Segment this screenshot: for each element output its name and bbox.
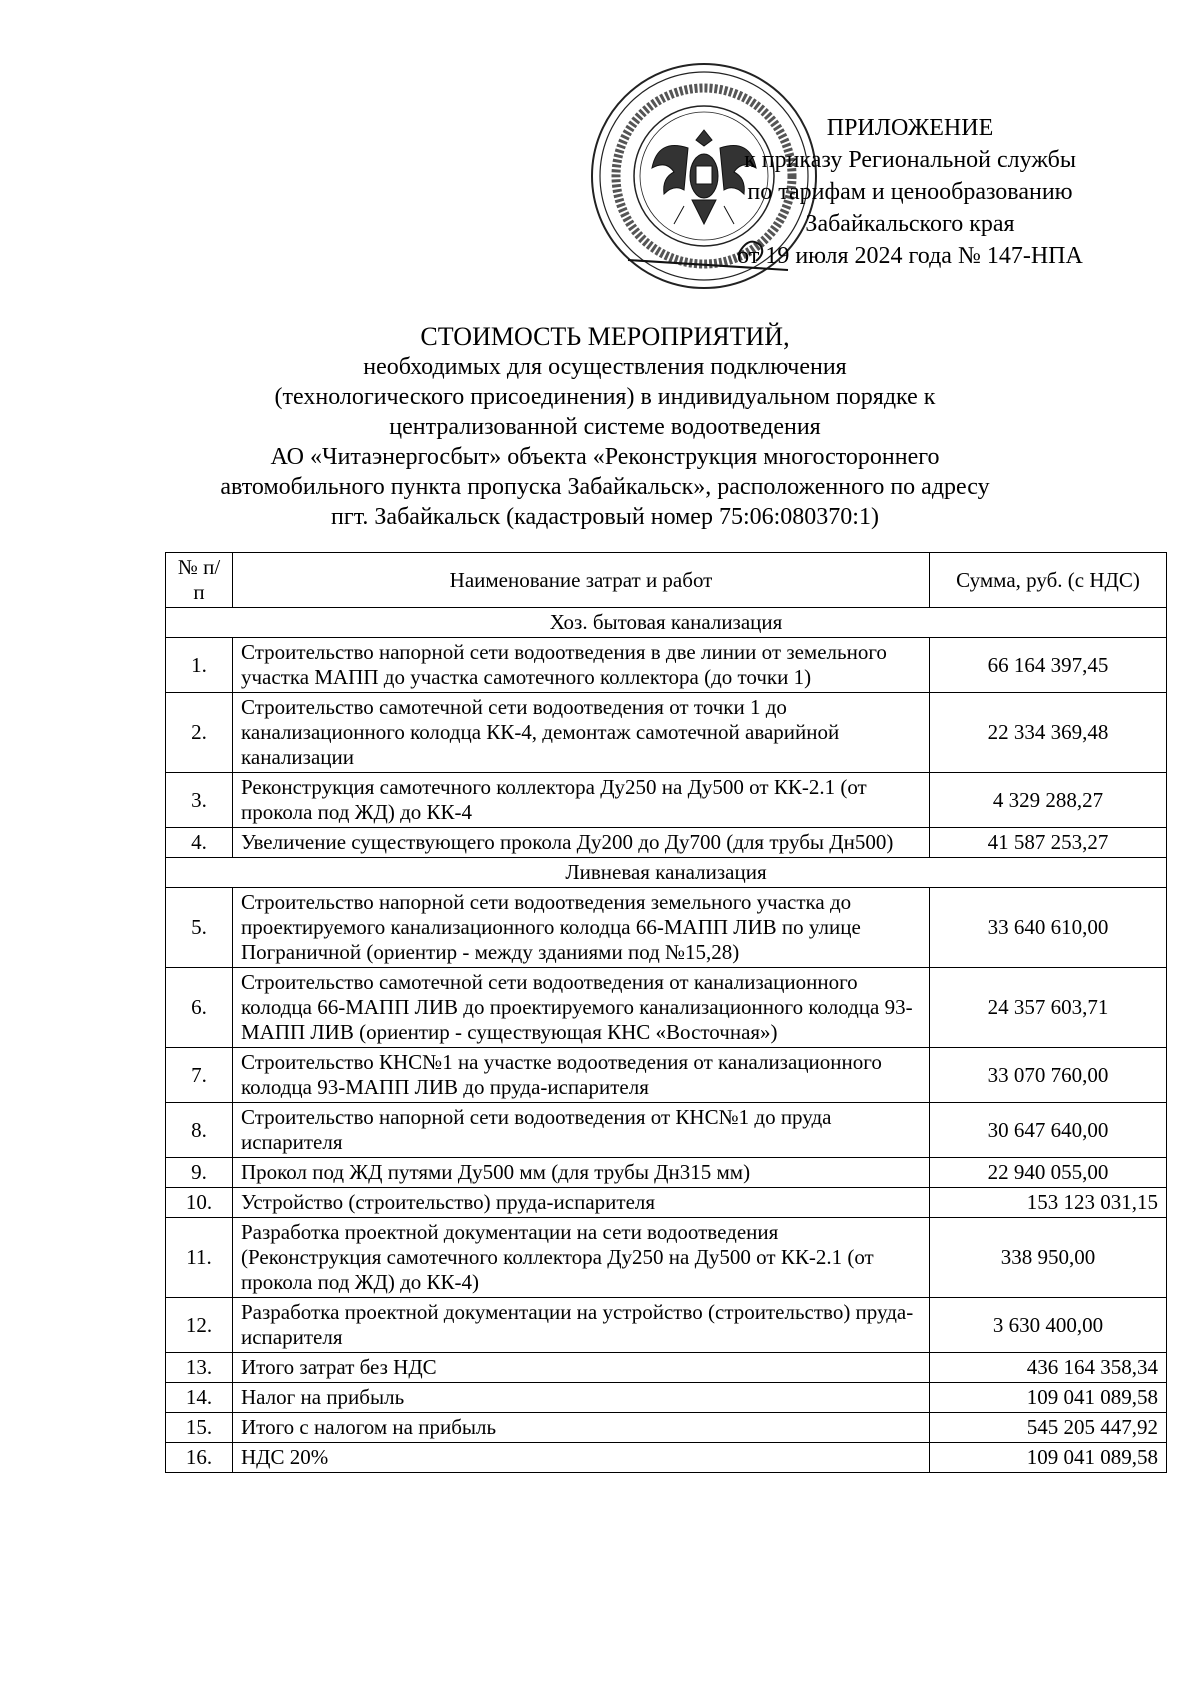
row-sum: 22 940 055,00 — [930, 1158, 1167, 1188]
table-row — [166, 1353, 1167, 1383]
table-row — [166, 693, 1167, 773]
title-line-2: (технологического присоединения) в индивидуальном порядке к — [274, 384, 936, 410]
table-row — [166, 638, 1167, 693]
document-title — [160, 322, 1050, 532]
row-num: 9. — [166, 1158, 233, 1188]
row-name: Разработка проектной документации на устройство (строительство) пруда-испарителя — [233, 1298, 930, 1353]
row-num: 14. — [166, 1383, 233, 1413]
row-name: Устройство (строительство) пруда-испарителя — [233, 1188, 930, 1218]
row-num: 5. — [166, 888, 233, 968]
row-sum: 153 123 031,15 — [930, 1188, 1167, 1218]
header-name: Наименование затрат и работ — [233, 553, 930, 608]
row-sum: 22 334 369,48 — [930, 693, 1167, 773]
row-name: Строительство КНС№1 на участке водоотведения от канализационного колодца 93-МАПП ЛИВ до пруда-испарителя — [233, 1048, 930, 1103]
row-name: Прокол под ЖД путями Ду500 мм (для трубы Дн315 мм) — [233, 1158, 930, 1188]
row-sum: 436 164 358,34 — [930, 1353, 1167, 1383]
row-sum: 66 164 397,45 — [930, 638, 1167, 693]
row-name: Налог на прибыль — [233, 1383, 930, 1413]
row-sum: 338 950,00 — [930, 1218, 1167, 1298]
appendix-line-4: от 19 июля 2024 года № 147-НПА — [737, 243, 1083, 269]
table-row — [166, 888, 1167, 968]
row-name: Строительство самотечной сети водоотведения от канализационного колодца 66-МАПП ЛИВ до проектируемого канализационного колодца 93-МАПП ЛИВ (ориентир - существующая КНС «Восточная») — [233, 968, 930, 1048]
table-header-row — [166, 553, 1167, 608]
row-num: 4. — [166, 828, 233, 858]
row-name: Строительство напорной сети водоотведения в две линии от земельного участка МАПП до участка самотечного коллектора (до точки 1) — [233, 638, 930, 693]
row-name: НДС 20% — [233, 1443, 930, 1473]
row-name: Строительство напорной сети водоотведения земельного участка до проектируемого канализационного колодца 66-МАПП ЛИВ по улице Пограничной (ориентир - между зданиями под №15,28) — [233, 888, 930, 968]
row-num: 6. — [166, 968, 233, 1048]
appendix-line-2: по тарифам и ценообразованию — [747, 179, 1073, 205]
row-num: 3. — [166, 773, 233, 828]
row-num: 13. — [166, 1353, 233, 1383]
row-num: 12. — [166, 1298, 233, 1353]
row-sum: 109 041 089,58 — [930, 1383, 1167, 1413]
header-sum: Сумма, руб. (с НДС) — [930, 553, 1167, 608]
row-num: 8. — [166, 1103, 233, 1158]
appendix-line-1: к приказу Региональной службы — [744, 147, 1076, 173]
row-num: 15. — [166, 1413, 233, 1443]
title-line-1: необходимых для осуществления подключения — [363, 354, 847, 380]
table-row — [166, 1298, 1167, 1353]
table-row — [166, 1383, 1167, 1413]
row-num: 2. — [166, 693, 233, 773]
row-num: 11. — [166, 1218, 233, 1298]
table-row — [166, 1103, 1167, 1158]
section-household: Хоз. бытовая канализация — [166, 608, 1167, 638]
table-row — [166, 1048, 1167, 1103]
costs-table — [165, 552, 1167, 1473]
row-sum: 4 329 288,27 — [930, 773, 1167, 828]
row-sum: 109 041 089,58 — [930, 1443, 1167, 1473]
section-row — [166, 858, 1167, 888]
table-row — [166, 828, 1167, 858]
table-row — [166, 1158, 1167, 1188]
row-name: Итого затрат без НДС — [233, 1353, 930, 1383]
appendix-line-3: Забайкальского края — [805, 211, 1015, 237]
title-line-4: АО «Читаэнергосбыт» объекта «Реконструкция многостороннего — [270, 444, 940, 470]
row-sum: 30 647 640,00 — [930, 1103, 1167, 1158]
row-sum: 24 357 603,71 — [930, 968, 1167, 1048]
appendix-label: ПРИЛОЖЕНИЕ — [826, 115, 994, 141]
row-sum: 3 630 400,00 — [930, 1298, 1167, 1353]
title-line-6: пгт. Забайкальск (кадастровый номер 75:06:080370:1) — [331, 504, 879, 530]
appendix-header — [650, 112, 1170, 272]
section-row — [166, 608, 1167, 638]
row-sum: 545 205 447,92 — [930, 1413, 1167, 1443]
table-row — [166, 1188, 1167, 1218]
row-num: 7. — [166, 1048, 233, 1103]
row-name: Строительство самотечной сети водоотведения от точки 1 до канализационного колодца КК-4, демонтаж самотечной аварийной канализации — [233, 693, 930, 773]
title-main: СТОИМОСТЬ МЕРОПРИЯТИЙ, — [420, 322, 790, 351]
table-row — [166, 1413, 1167, 1443]
row-name: Разработка проектной документации на сети водоотведения (Реконструкция самотечного коллектора Ду250 на Ду500 от КК-2.1 (от прокола под ЖД) до КК-4) — [233, 1218, 930, 1298]
row-name: Реконструкция самотечного коллектора Ду250 на Ду500 от КК-2.1 (от прокола под ЖД) до КК-4 — [233, 773, 930, 828]
header-num: № п/п — [166, 553, 233, 608]
row-sum: 33 640 610,00 — [930, 888, 1167, 968]
row-name: Увеличение существующего прокола Ду200 до Ду700 (для трубы Дн500) — [233, 828, 930, 858]
title-line-3: централизованной системе водоотведения — [389, 414, 821, 440]
table-row — [166, 773, 1167, 828]
row-num: 16. — [166, 1443, 233, 1473]
table-row — [166, 1218, 1167, 1298]
row-num: 10. — [166, 1188, 233, 1218]
row-sum: 33 070 760,00 — [930, 1048, 1167, 1103]
row-name: Итого с налогом на прибыль — [233, 1413, 930, 1443]
title-line-5: автомобильного пункта пропуска Забайкальск», расположенного по адресу — [220, 474, 990, 500]
table-row — [166, 968, 1167, 1048]
row-name: Строительство напорной сети водоотведения от КНС№1 до пруда испарителя — [233, 1103, 930, 1158]
row-num: 1. — [166, 638, 233, 693]
section-storm: Ливневая канализация — [166, 858, 1167, 888]
row-sum: 41 587 253,27 — [930, 828, 1167, 858]
table-row — [166, 1443, 1167, 1473]
